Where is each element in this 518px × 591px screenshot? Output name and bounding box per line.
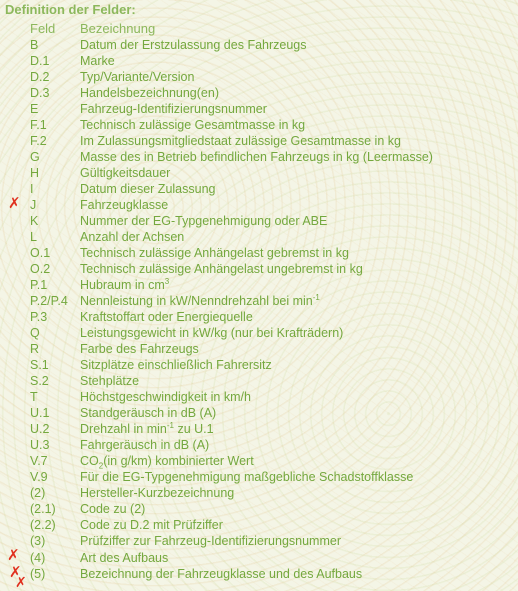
- field-code: F.1: [30, 118, 47, 133]
- field-code: Q: [30, 326, 40, 341]
- field-code: R: [30, 342, 40, 357]
- list-item: [0, 213, 518, 229]
- field-description: [80, 245, 349, 261]
- list-item: [0, 37, 518, 53]
- list-item: [0, 117, 518, 133]
- field-description: [80, 373, 139, 389]
- field-description: [80, 37, 307, 53]
- list-item: [0, 517, 518, 533]
- field-description: [80, 437, 209, 453]
- field-code: U.2: [30, 422, 50, 437]
- field-code: G: [30, 150, 40, 165]
- field-description-text: Standgeräusch in dB (A): [80, 406, 217, 421]
- list-item: [0, 421, 518, 437]
- field-code: B: [30, 38, 39, 52]
- field-description: [80, 181, 215, 197]
- field-description: [80, 85, 219, 101]
- field-code: (5): [30, 566, 46, 581]
- field-description: [80, 197, 168, 213]
- superscript: -1: [166, 421, 174, 431]
- field-code: D.3: [30, 86, 50, 101]
- list-item: [0, 325, 518, 341]
- field-description: [80, 453, 254, 469]
- field-description: [80, 357, 272, 373]
- field-description-text: Anzahl der Achsen: [80, 230, 185, 245]
- field-description-text: Bezeichnung der Fahrzeugklasse und des Aufbaus: [80, 566, 363, 581]
- field-description-tail: (in g/km) kombinierter Wert: [103, 454, 254, 469]
- field-description: [80, 501, 145, 517]
- field-code: T: [30, 390, 38, 405]
- list-item: [0, 181, 518, 197]
- superscript: -1: [312, 293, 320, 303]
- cross-mark-icon: ✗: [7, 546, 20, 564]
- list-item: [0, 261, 518, 277]
- field-description-text: Hersteller-Kurzbezeichnung: [80, 486, 235, 501]
- field-code: D.2: [30, 70, 50, 85]
- superscript: 3: [164, 277, 170, 287]
- field-code: I: [30, 182, 34, 197]
- field-description: [80, 341, 199, 357]
- field-description: [80, 277, 169, 293]
- field-description: [80, 469, 413, 485]
- field-description-text: Für die EG-Typgenehmigung maßgebliche Schadstoffklasse: [80, 470, 414, 485]
- cross-mark-icon: ✗: [15, 575, 27, 591]
- list-item: [0, 373, 518, 389]
- list-item: [0, 563, 518, 582]
- field-description: [80, 101, 267, 117]
- field-description-text: Farbe des Fahrzeugs: [80, 342, 199, 357]
- field-description-text: Art des Aufbaus: [80, 550, 169, 565]
- field-description-text: Fahrzeugklasse: [80, 198, 169, 213]
- field-description: [80, 69, 194, 85]
- field-description-text: Technisch zulässige Gesamtmasse in kg: [80, 118, 306, 133]
- field-code: O.2: [30, 262, 51, 277]
- list-item: [0, 245, 518, 261]
- field-description: [80, 309, 253, 325]
- list-item: [0, 357, 518, 373]
- field-description-text: Fahrzeug-Identifizierungsnummer: [80, 102, 267, 117]
- list-item: [0, 149, 518, 165]
- list-item: [0, 293, 518, 309]
- field-code: S.2: [30, 374, 49, 389]
- field-code: O.1: [30, 246, 51, 261]
- field-description-text: Typ/Variante/Version: [80, 70, 195, 85]
- cross-mark-icon: ✗: [8, 194, 21, 212]
- list-item: [0, 309, 518, 325]
- field-description-text: Nummer der EG-Typgenehmigung oder ABE: [80, 214, 328, 229]
- field-code: F.2: [30, 134, 47, 149]
- field-description-text: Im Zulassungsmitgliedstaat zulässige Gesamtmasse in kg: [80, 134, 401, 149]
- field-code: U.1: [30, 406, 50, 421]
- field-description: [80, 149, 433, 165]
- field-description: [80, 421, 214, 437]
- field-code: E: [30, 102, 39, 117]
- field-description-text: Technisch zulässige Anhängelast ungebremst in kg: [80, 262, 363, 277]
- field-list: [0, 37, 518, 582]
- field-description: [80, 213, 327, 229]
- field-code: (2.1): [30, 502, 56, 517]
- field-description-text: Prüfziffer zur Fahrzeug-Identifizierungsnummer: [80, 534, 341, 549]
- field-code: P.2/P.4: [30, 294, 68, 309]
- field-description-text: Kraftstoffart oder Energiequelle: [80, 310, 253, 325]
- field-description-text: Marke: [80, 54, 115, 69]
- list-item: [0, 437, 518, 453]
- list-item: [0, 101, 518, 117]
- field-description: [80, 389, 251, 405]
- header-field: Feld: [30, 21, 56, 36]
- field-description: [80, 117, 305, 133]
- field-code: V.7: [30, 454, 48, 469]
- field-description: [80, 165, 170, 181]
- field-description-text: Nennleistung in kW/Nenndrehzahl bei min: [80, 294, 313, 309]
- list-item: [0, 533, 518, 549]
- field-description-text: Masse des in Betrieb befindlichen Fahrzeugs in kg (Leermasse): [80, 150, 433, 165]
- field-description: [80, 53, 115, 69]
- field-description-text: Code zu (2): [80, 502, 146, 517]
- field-code: K: [30, 214, 39, 229]
- page-title: Definition der Felder:: [5, 2, 136, 17]
- field-description: [80, 550, 168, 566]
- field-description-text: Hubraum in cm: [80, 278, 165, 293]
- cross-mark-icon: ✗: [9, 563, 22, 581]
- subscript: 2: [98, 461, 104, 471]
- field-description-text: Datum dieser Zulassung: [80, 182, 216, 197]
- list-item: [0, 85, 518, 101]
- field-code: S.1: [30, 358, 49, 373]
- field-description: [80, 325, 343, 341]
- field-code: D.1: [30, 54, 50, 69]
- field-description-tail: zu U.1: [173, 422, 214, 437]
- list-item: [0, 133, 518, 149]
- field-description-text: Technisch zulässige Anhängelast gebremst in kg: [80, 246, 349, 261]
- field-description: [80, 261, 363, 277]
- field-description: [80, 133, 401, 149]
- list-item: [0, 69, 518, 85]
- list-item: [0, 485, 518, 501]
- field-code: P.3: [30, 310, 48, 325]
- field-description: [80, 405, 216, 421]
- field-description: [80, 229, 184, 245]
- field-code: L: [30, 230, 37, 245]
- field-description: [80, 485, 234, 501]
- list-item: [0, 341, 518, 357]
- field-code: (3): [30, 534, 46, 549]
- field-description-text: Datum der Erstzulassung des Fahrzeugs: [80, 38, 307, 52]
- list-item: [0, 389, 518, 405]
- field-code: P.1: [30, 278, 48, 293]
- field-description-text: Höchstgeschwindigkeit in km/h: [80, 390, 251, 405]
- field-code: H: [30, 166, 40, 181]
- table-header: [0, 21, 518, 36]
- field-description: [80, 293, 320, 309]
- field-code: U.3: [30, 438, 50, 453]
- field-description-text: Gültigkeitsdauer: [80, 166, 171, 181]
- field-description-text: Sitzplätze einschließlich Fahrersitz: [80, 358, 272, 373]
- list-item: [0, 546, 518, 566]
- field-code: (2): [30, 486, 46, 501]
- field-code: V.9: [30, 470, 48, 485]
- list-item: [0, 453, 518, 469]
- field-description: [80, 517, 223, 533]
- field-code: (4): [30, 550, 46, 565]
- field-code: (2.2): [30, 518, 56, 533]
- list-item: [0, 194, 518, 213]
- header-description: Bezeichnung: [80, 21, 156, 36]
- list-item: [0, 229, 518, 245]
- list-item: [0, 53, 518, 69]
- list-item: [0, 405, 518, 421]
- field-description-text: Handelsbezeichnung(en): [80, 86, 219, 101]
- field-description-text: Leistungsgewicht in kW/kg (nur bei Krafträdern): [80, 326, 344, 341]
- field-description-text: Stehplätze: [80, 374, 140, 389]
- field-description-text: Drehzahl in min: [80, 422, 167, 437]
- list-item: [0, 501, 518, 517]
- field-description: [80, 533, 341, 549]
- field-description-text: CO: [80, 454, 99, 469]
- list-item: [0, 277, 518, 293]
- list-item: [0, 469, 518, 485]
- field-description: [80, 566, 362, 582]
- field-description-text: Code zu D.2 mit Prüfziffer: [80, 518, 223, 533]
- field-description-text: Fahrgeräusch in dB (A): [80, 438, 210, 453]
- field-code: J: [30, 198, 37, 213]
- list-item: [0, 165, 518, 181]
